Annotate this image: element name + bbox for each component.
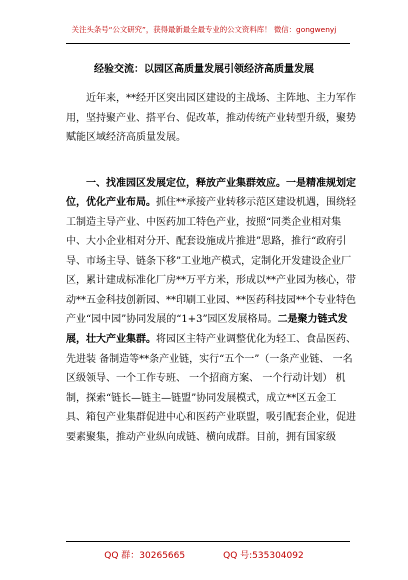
sub1-text: 抓住**承接产业转移示范区建设机遇，围绕轻工制造主导产业、中医药加工特色产业，按照“同类企业相对集中、大小企业相对分开、配套设施成片推进”思路，推行“政府引导、市场主导、链条下移”工业地产模式，定制化开发建设企业厂区，累计建成标准化厂房**万平方米，形成以**产业园为核心，带动**五金科技创新园、**印刷工业园、**医药科技园**个专业特色产业“园中园”协同发展的“1+3”园区发展格局。 xyxy=(66,197,356,326)
section1-paragraph xyxy=(66,174,356,448)
sub2-heading: 二是聚力链式发展，壮大产业集群。 xyxy=(66,314,348,346)
footer-qq-group: QQ 群：30265665 xyxy=(104,551,186,561)
intro-paragraph: 近年来，**经开区突出园区建设的主战场、主阵地、主力军作用，坚持聚产业、搭平台、促改革，推动传统产业转型升级，聚势赋能区域经济高质量发展。 xyxy=(66,93,356,144)
document-title: 经验交流：以园区高质量发展引领经济高质量发展 xyxy=(94,64,314,75)
sub1-heading: 一是精准规划定位，优化产业布局。 xyxy=(66,177,356,209)
footer xyxy=(0,548,408,561)
header-notice: 关注头条号“公文研究”，获得最新最全最专业的公文资料库！ 微信：gongwenyj xyxy=(71,25,337,34)
sub2-text: 将园区主特产业调整优化为轻工、食品医药、先进装 备制造等**条产业链，实行“五个一”（一条产业链、 一名区级领导、一个工作专班、 一个招商方案、 一个行动计划） 机制，探索“链长—链主—链盟”协同发展模式，成立**区五金工具、箱包产业集群促进中心和医药产业联盟，吸引配套企业，促进要素聚集，推动产业纵向成链、横向成群。目前，拥有国家级 xyxy=(66,334,356,443)
footer-divider xyxy=(66,541,350,542)
document-body xyxy=(66,89,356,447)
footer-qq-number: QQ 号:535304092 xyxy=(223,551,304,561)
header-divider xyxy=(66,43,350,44)
section1-heading: 一、找准园区发展定位，释放产业集群效应。 xyxy=(86,177,286,189)
